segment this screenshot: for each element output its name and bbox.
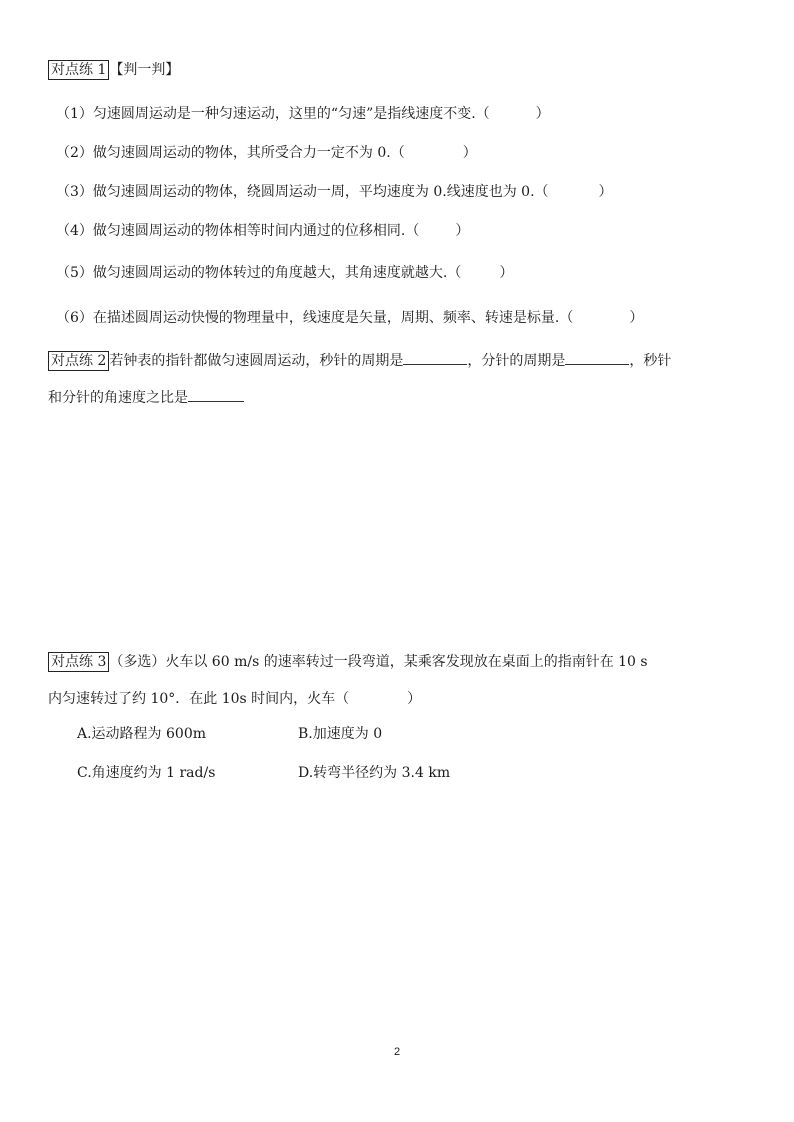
judge-item-3	[56, 182, 613, 202]
section2-text-c: ，秒针	[629, 353, 672, 369]
section2-line1	[48, 350, 671, 371]
judge-item-4-text: （4）做匀速圆周运动的物体相等时间内通过的位移相同.（	[56, 223, 420, 239]
section3-line1	[48, 652, 648, 672]
judge-item-5	[56, 263, 513, 283]
fill-blank-second-hand-period[interactable]	[403, 350, 467, 365]
section2-text-a: 若钟表的指针都做匀速圆周运动，秒针的周期是	[109, 353, 404, 369]
option-a[interactable]: A.运动路程为 600m	[77, 726, 207, 742]
section1-tag: 对点练 1	[48, 60, 109, 80]
section2-line2	[48, 387, 244, 408]
fill-blank-minute-hand-period[interactable]	[565, 350, 629, 365]
judge-item-4-close: ）	[455, 223, 470, 239]
section1-heading: 【判一判】	[109, 62, 180, 78]
section2-text-d: 和分针的角速度之比是	[48, 390, 188, 406]
section1-header	[48, 60, 179, 80]
judge-item-6-close: ）	[629, 310, 644, 326]
judge-item-5-text: （5）做匀速圆周运动的物体转过的角度越大，其角速度就越大.（	[56, 265, 462, 281]
judge-item-2	[56, 143, 477, 163]
option-b[interactable]: B.加速度为 0	[298, 726, 383, 742]
option-c[interactable]: C.角速度约为 1 rad/s	[77, 765, 216, 781]
section3-line2	[48, 689, 421, 709]
judge-item-2-text: （2）做匀速圆周运动的物体，其所受合力一定不为 0.（	[56, 145, 405, 161]
page-number: 2	[393, 1046, 401, 1058]
section2-text-b: ，分针的周期是	[467, 353, 566, 369]
judge-item-1-text: （1）匀速圆周运动是一种匀速运动，这里的“匀速”是指线速度不变.（	[56, 106, 490, 122]
section2-tag: 对点练 2	[48, 351, 109, 371]
judge-item-2-close: ）	[462, 145, 477, 161]
section3-text-1: （多选）火车以 60 m/s 的速率转过一段弯道，某乘客发现放在桌面上的指南针在 10 s	[109, 654, 648, 670]
judge-item-4	[56, 221, 469, 241]
fill-blank-angular-velocity-ratio[interactable]	[188, 387, 244, 402]
judge-item-3-close: ）	[598, 184, 613, 200]
judge-item-3-text: （3）做匀速圆周运动的物体，绕圆周运动一周，平均速度为 0.线速度也为 0.（	[56, 184, 549, 200]
section3-tag: 对点练 3	[48, 652, 109, 672]
section3-text-2: 内匀速转过了约 10°．在此 10s 时间内，火车（	[48, 691, 350, 707]
judge-item-6-text: （6）在描述圆周运动快慢的物理量中，线速度是矢量，周期、频率、转速是标量.（	[56, 310, 574, 326]
judge-item-6	[56, 308, 643, 328]
judge-item-5-close: ）	[499, 265, 514, 281]
option-d[interactable]: D.转弯半径约为 3.4 km	[298, 765, 451, 781]
section3-text-2-close: ）	[407, 691, 422, 707]
judge-item-1-close: ）	[535, 106, 550, 122]
judge-item-1	[56, 104, 550, 124]
